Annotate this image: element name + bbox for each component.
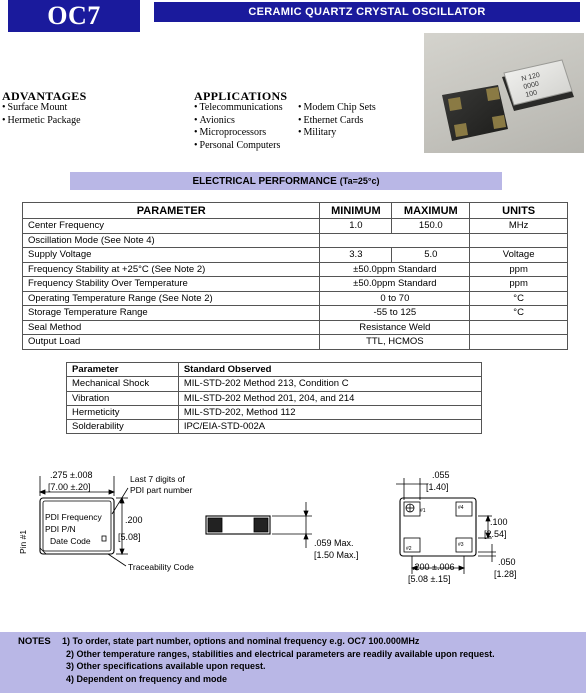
units-cell: ppm: [470, 277, 568, 292]
units-cell: MHz: [470, 219, 568, 234]
standard-cell: MIL-STD-202 Method 213, Condition C: [178, 377, 481, 391]
value-cell: [320, 233, 470, 248]
parameter-cell: Frequency Stability at +25°C (See Note 2): [23, 262, 320, 277]
parameter-cell: Center Frequency: [23, 219, 320, 234]
note-item: 1) To order, state part number, options and nominal frequency e.g. OC7 100.000MHz: [62, 636, 420, 646]
parameter-cell: Oscillation Mode (See Note 4): [23, 233, 320, 248]
units-cell: [470, 233, 568, 248]
table-row: [67, 377, 482, 391]
value-cell: -55 to 125: [320, 306, 470, 321]
model-badge: OC7: [8, 0, 140, 32]
standard-cell: MIL-STD-202, Method 112: [178, 405, 481, 419]
list-item: • Telecommunications: [194, 102, 283, 115]
value-cell: ±50.0ppm Standard: [320, 262, 470, 277]
pad-width-mm-label: [1.40]: [426, 482, 449, 492]
arrow-head: [40, 490, 45, 494]
note-item: 3) Other specifications available upon request.: [66, 661, 266, 671]
advantages-list: [2, 102, 81, 127]
height-dimension-mm-label: [5.08]: [118, 532, 141, 542]
parameter-cell: Frequency Stability Over Temperature: [23, 277, 320, 292]
oscillator-top: [502, 60, 574, 111]
pad-length-mm-label: [1.28]: [494, 569, 517, 579]
maximum-cell: 5.0: [392, 248, 470, 263]
table-header-row: [67, 363, 482, 377]
table-row: [23, 320, 568, 335]
oscillator-photo-illustration: [424, 33, 584, 153]
column-header: Standard Observed: [178, 363, 481, 377]
electrical-performance-condition: (Ta=25°c): [339, 176, 380, 186]
arrow-head: [304, 511, 308, 516]
table-row: [23, 262, 568, 277]
list-item: • Hermetic Package: [2, 115, 81, 128]
table-row: [23, 335, 568, 350]
pad-pitch-horizontal-mm-label: [5.08 ±.15]: [408, 574, 451, 584]
applications-list-col1: [194, 102, 283, 152]
table-row: [23, 219, 568, 234]
parameter-cell: Supply Voltage: [23, 248, 320, 263]
parameter-cell: Mechanical Shock: [67, 377, 179, 391]
side-view: [206, 502, 312, 548]
part-number-note-line2: PDI part number: [130, 485, 193, 495]
list-item: • Avionics: [194, 115, 283, 128]
advantages-heading: ADVANTAGES: [2, 89, 87, 103]
pin1-label: Pin #1: [18, 529, 28, 554]
oscillator-underside: [442, 85, 508, 141]
note-item: 2) Other temperature ranges, stabilities and electrical parameters are readily available upon request.: [66, 649, 495, 659]
value-cell: 0 to 70: [320, 291, 470, 306]
table-row: [23, 248, 568, 263]
parameter-cell: Solderability: [67, 420, 179, 434]
table-row: [67, 391, 482, 405]
list-item: • Military: [298, 127, 376, 140]
units-cell: Voltage: [470, 248, 568, 263]
table-row: [67, 405, 482, 419]
units-cell: °C: [470, 291, 568, 306]
table-row: [23, 291, 568, 306]
notes-section: [0, 632, 586, 693]
photo-marking-3: 100: [524, 89, 538, 99]
parameter-cell: Hermeticity: [67, 405, 179, 419]
column-header: MINIMUM: [320, 203, 392, 219]
table-row: [23, 306, 568, 321]
table-row: [67, 420, 482, 434]
parameter-cell: Vibration: [67, 391, 179, 405]
pad-layout-view: [396, 478, 496, 574]
arrow-head: [304, 534, 308, 539]
thickness-dimension-label: .059 Max.: [314, 538, 354, 548]
traceability-code-label: Traceability Code: [128, 562, 194, 572]
pad-number-label: #3: [458, 542, 464, 548]
height-dimension-label: .200: [125, 515, 143, 525]
arrow-head: [109, 490, 114, 494]
minimum-cell: 3.3: [320, 248, 392, 263]
list-item: • Ethernet Cards: [298, 115, 376, 128]
pad-length-label: .050: [498, 557, 516, 567]
value-cell: ±50.0ppm Standard: [320, 277, 470, 292]
marking-pdi-pn: PDI P/N: [45, 524, 76, 534]
units-cell: ppm: [470, 262, 568, 277]
parameter-cell: Operating Temperature Range (See Note 2): [23, 291, 320, 306]
table-row: [23, 233, 568, 248]
electrical-performance-table: [22, 202, 568, 350]
mechanical-drawing: [0, 462, 586, 612]
photo-marking-2: 0000: [522, 80, 540, 91]
minimum-cell: 1.0: [320, 219, 392, 234]
side-pad-left: [208, 518, 222, 532]
marking-pdi-frequency: PDI Frequency: [45, 512, 102, 522]
pad-number-label: #4: [458, 505, 464, 511]
electrical-performance-title: ELECTRICAL PERFORMANCE: [192, 175, 337, 187]
date-code-box: [102, 536, 106, 541]
marking-date-code: Date Code: [50, 536, 91, 546]
pad-pitch-vertical-label: .100: [490, 517, 508, 527]
column-header: UNITS: [470, 203, 568, 219]
photo-marking-1: N 120: [520, 71, 541, 83]
list-item: • Modem Chip Sets: [298, 102, 376, 115]
table-header-row: [23, 203, 568, 219]
arrow-head: [120, 549, 124, 554]
column-header: Parameter: [67, 363, 179, 377]
side-pad-right: [254, 518, 268, 532]
list-item: • Personal Computers: [194, 140, 283, 153]
table-row: [23, 277, 568, 292]
electrical-performance-heading: [70, 172, 502, 190]
part-number-note-line1: Last 7 digits of: [130, 474, 185, 484]
width-dimension-label: .275 ±.008: [50, 470, 93, 480]
standard-cell: MIL-STD-202 Method 201, 204, and 214: [178, 391, 481, 405]
units-cell: °C: [470, 306, 568, 321]
parameter-cell: Seal Method: [23, 320, 320, 335]
traceability-leader: [108, 554, 126, 566]
list-item: • Surface Mount: [2, 102, 81, 115]
pad-pitch-horizontal-label: .200 ±.006: [412, 562, 455, 572]
environmental-standards-table: [66, 362, 482, 434]
note-item: 4) Dependent on frequency and mode: [66, 674, 228, 684]
thickness-dimension-mm-label: [1.50 Max.]: [314, 550, 359, 560]
pad-number-label: #1: [420, 508, 426, 514]
column-header: MAXIMUM: [392, 203, 470, 219]
pad-width-label: .055: [432, 470, 450, 480]
parameter-cell: Storage Temperature Range: [23, 306, 320, 321]
pad-pitch-vertical-mm-label: [2.54]: [484, 529, 507, 539]
datasheet-title: CERAMIC QUARTZ CRYSTAL OSCILLATOR: [154, 2, 580, 22]
value-cell: TTL, HCMOS: [320, 335, 470, 350]
column-header: PARAMETER: [23, 203, 320, 219]
product-photo: [424, 33, 584, 153]
units-cell: [470, 320, 568, 335]
maximum-cell: 150.0: [392, 219, 470, 234]
pad-number-label: #2: [406, 546, 412, 552]
width-dimension-mm-label: [7.00 ±.20]: [48, 482, 91, 492]
parameter-cell: Output Load: [23, 335, 320, 350]
applications-heading: APPLICATIONS: [194, 89, 288, 103]
notes-label: NOTES: [18, 636, 51, 647]
applications-list-col2: [298, 102, 376, 140]
units-cell: [470, 335, 568, 350]
list-item: • Microprocessors: [194, 127, 283, 140]
standard-cell: IPC/EIA-STD-002A: [178, 420, 481, 434]
value-cell: Resistance Weld: [320, 320, 470, 335]
